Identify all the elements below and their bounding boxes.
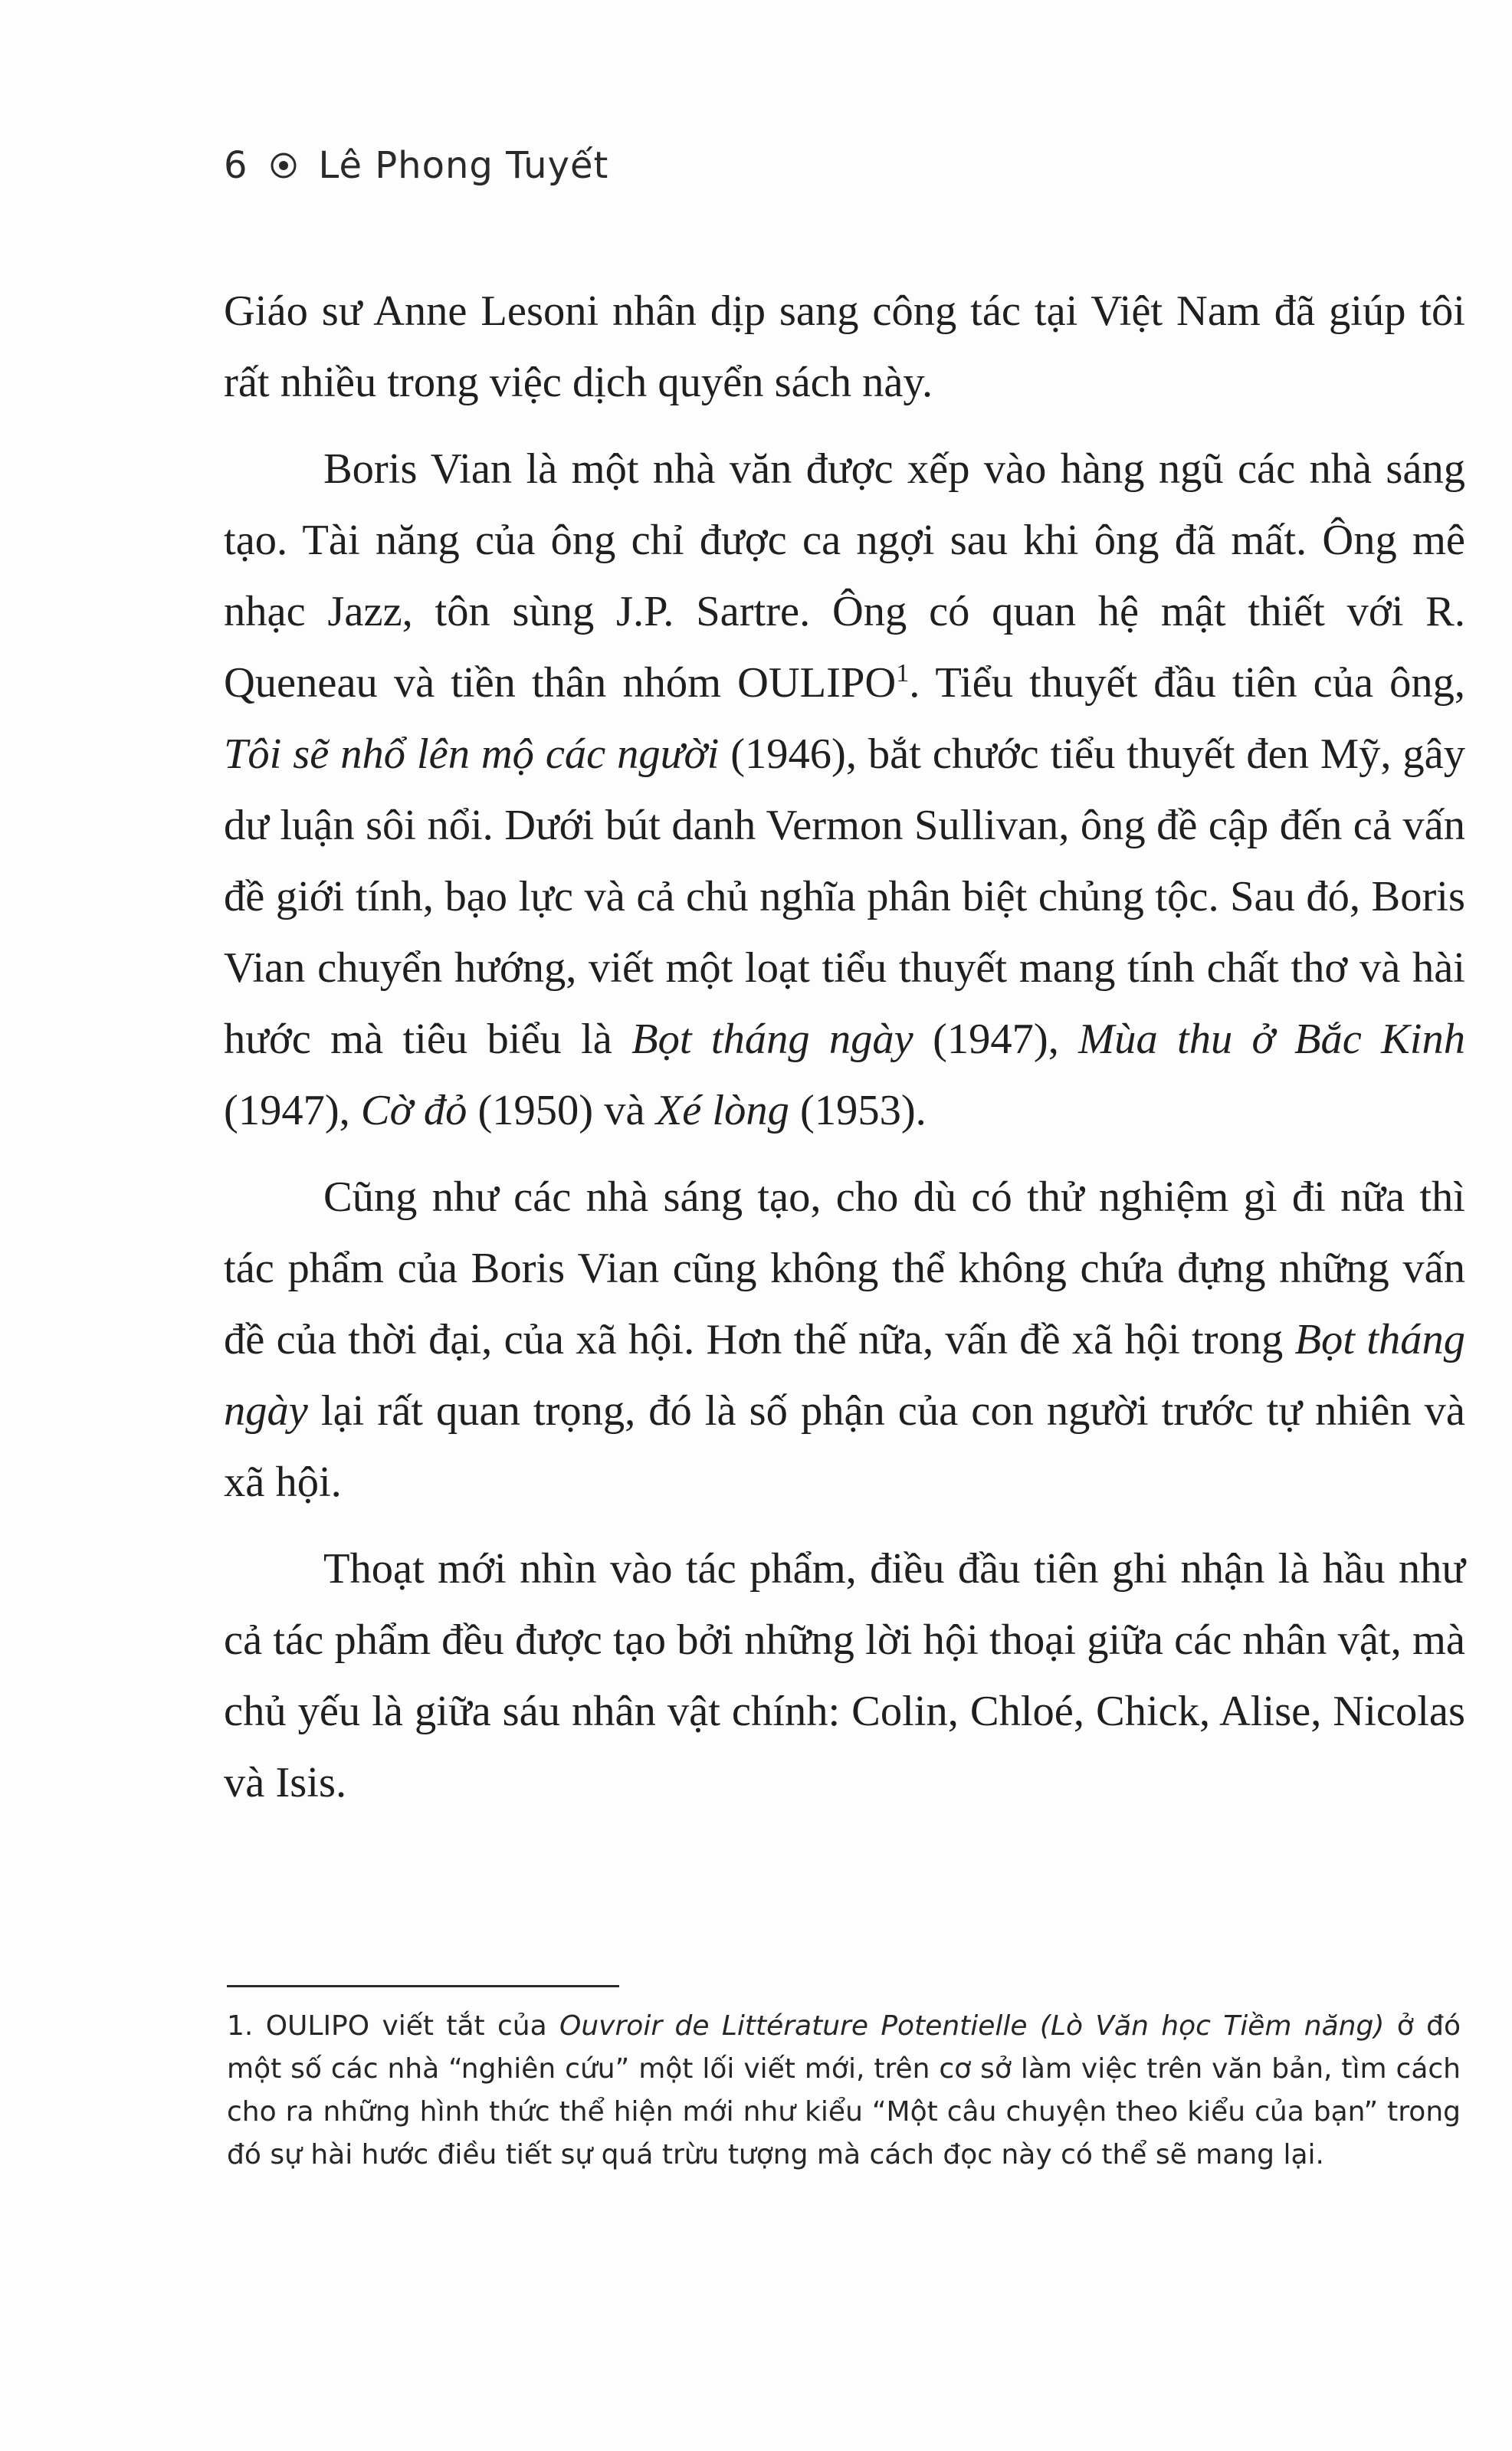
book-title-bot-thang-ngay-2: Bọt tháng ngày — [224, 1316, 1465, 1435]
footnote-1 — [227, 2005, 1461, 2177]
footnote-divider — [227, 1985, 619, 1987]
book-title-mua-thu: Mùa thu ở Bắc Kinh — [1078, 1016, 1466, 1063]
book-title-co-do: Cờ đỏ — [360, 1087, 467, 1134]
book-title-xe-long: Xé lòng — [655, 1087, 789, 1134]
author-name: Lê Phong Tuyết — [318, 144, 609, 187]
page-number: 6 — [224, 144, 248, 187]
book-title-toi-se-nho: Tôi sẽ nhổ lên mộ các người — [224, 730, 720, 778]
paragraph-4: Thoạt mới nhìn vào tác phẩm, điều đầu tiên ghi nhận là hầu như cả tác phẩm đều được tạo bởi những lời hội thoại giữa các nhân vật, mà chủ yếu là giữa sáu nhân vật chính: Colin, Chloé, Chick, Alise, Nicolas và Isis. — [224, 1545, 1465, 1806]
paragraph-2 — [224, 434, 1465, 1147]
body-text — [224, 276, 1465, 1819]
paragraph-1: Giáo sư Anne Lesoni nhân dịp sang công tác tại Việt Nam đã giúp tôi rất nhiều trong việc dịch quyển sách này. — [224, 287, 1465, 406]
paragraph-3-text-a: Cũng như các nhà sáng tạo, cho dù có thử nghiệm gì đi nữa thì tác phẩm của Boris Vian cũng không thể không chứa đựng những vấn đề của thời đại, của xã hội. Hơn thế nữa, vấn đề xã hội trong — [224, 1173, 1465, 1363]
paragraph-2-text-e: (1947), — [224, 1087, 361, 1134]
paragraph-2-text-b: . Tiểu thuyết đầu tiên của ông, — [909, 659, 1465, 707]
paragraph-2-text-d: (1947), — [913, 1016, 1079, 1063]
paragraph-2-text-f: (1950) và — [467, 1087, 656, 1134]
footnote-reference[interactable]: 1 — [896, 659, 910, 688]
paragraph-3-text-b: lại rất quan trọng, đó là số phận của con người trước tự nhiên và xã hội. — [224, 1387, 1465, 1506]
paragraph-3 — [224, 1162, 1465, 1518]
circle-bullet-icon — [270, 152, 297, 179]
footnote-text-b: ở đó một số các nhà “nghiên cứu” một lối viết mới, trên cơ sở làm việc trên văn bản, tìm cách cho ra những hình thức thể hiện mới như kiểu “Một câu chuyện theo kiểu của bạn” trong đó sự hài hước điều tiết sự quá trừu tượng mà cách đọc này có thể sẽ mang lại. — [227, 2010, 1461, 2170]
footnote-title: Ouvroir de Littérature Potentielle (Lò Văn học Tiềm năng) — [559, 2010, 1385, 2042]
paragraph-2-text-c: (1946), bắt chước tiểu thuyết đen Mỹ, gây dư luận sôi nổi. Dưới bút danh Vermon Sullivan, ông đề cập đến cả vấn đề giới tính, bạo lực và cả chủ nghĩa phân biệt chủng tộc. Sau đó, Boris Vian chuyển hướng, viết một loạt tiểu thuyết mang tính chất thơ và hài hước mà tiêu biểu là — [224, 730, 1465, 1063]
footnote-text-a: 1. OULIPO viết tắt của — [227, 2010, 560, 2042]
paragraph-2-text-g: (1953). — [789, 1087, 927, 1134]
running-header — [224, 135, 608, 196]
paragraph-2-text-a: Boris Vian là một nhà văn được xếp vào hàng ngũ các nhà sáng tạo. Tài năng của ông chỉ được ca ngợi sau khi ông đã mất. Ông mê nhạc Jazz, tôn sùng J.P. Sartre. Ông có quan hệ mật thiết với R. Queneau và tiền thân nhóm OULIPO — [224, 445, 1465, 707]
book-title-bot-thang-ngay: Bọt tháng ngày — [631, 1016, 913, 1063]
